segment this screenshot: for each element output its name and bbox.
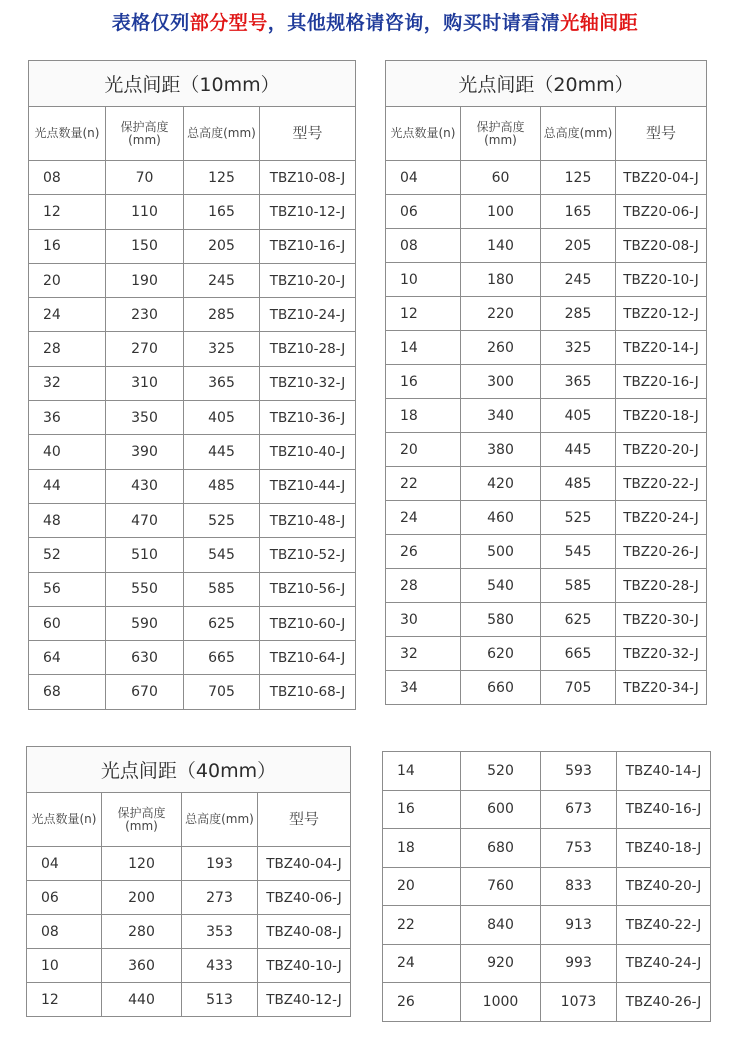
cell-total-height: 365 — [184, 366, 260, 400]
page-headline — [0, 8, 750, 35]
cell-model: TBZ10-12-J — [260, 195, 356, 229]
cell-total-height: 625 — [184, 606, 260, 640]
cell-total-height: 125 — [541, 161, 616, 195]
cell-protect-height: 100 — [461, 195, 541, 229]
cell-model: TBZ40-20-J — [617, 867, 711, 906]
cell-model: TBZ10-08-J — [260, 161, 356, 195]
cell-model: TBZ20-26-J — [616, 535, 707, 569]
cell-count: 32 — [29, 366, 106, 400]
cell-model: TBZ20-24-J — [616, 501, 707, 535]
cell-protect-height: 390 — [106, 435, 184, 469]
table-row — [383, 829, 711, 868]
cell-protect-height: 200 — [102, 881, 182, 915]
table-row — [386, 365, 707, 399]
cell-model: TBZ40-26-J — [617, 983, 711, 1022]
cell-total-height: 993 — [541, 944, 617, 983]
table-row — [27, 915, 351, 949]
cell-total-height: 513 — [182, 983, 258, 1017]
cell-count: 28 — [386, 569, 461, 603]
cell-count: 10 — [386, 263, 461, 297]
cell-model: TBZ10-24-J — [260, 298, 356, 332]
cell-count: 08 — [27, 915, 102, 949]
cell-count: 14 — [386, 331, 461, 365]
table-row — [386, 263, 707, 297]
cell-protect-height: 420 — [461, 467, 541, 501]
cell-count: 34 — [386, 671, 461, 705]
cell-protect-height: 460 — [461, 501, 541, 535]
spec-table-40mm-continued — [382, 751, 711, 1022]
column-header-protect-height: 保护高度(mm) — [102, 793, 182, 847]
cell-total-height: 245 — [184, 263, 260, 297]
cell-count: 30 — [386, 603, 461, 637]
cell-protect-height: 500 — [461, 535, 541, 569]
table-row — [29, 366, 356, 400]
table-row — [386, 467, 707, 501]
cell-protect-height: 430 — [106, 469, 184, 503]
cell-total-height: 193 — [182, 847, 258, 881]
cell-total-height: 165 — [541, 195, 616, 229]
cell-model: TBZ10-60-J — [260, 606, 356, 640]
cell-total-height: 705 — [184, 675, 260, 709]
cell-total-height: 405 — [541, 399, 616, 433]
cell-model: TBZ10-56-J — [260, 572, 356, 606]
column-header-total-height: 总高度(mm) — [541, 107, 616, 161]
table-row — [383, 752, 711, 791]
cell-count: 06 — [27, 881, 102, 915]
table-row — [27, 949, 351, 983]
cell-count: 24 — [29, 298, 106, 332]
cell-count: 04 — [27, 847, 102, 881]
cell-total-height: 165 — [184, 195, 260, 229]
cell-count: 16 — [386, 365, 461, 399]
cell-model: TBZ40-24-J — [617, 944, 711, 983]
headline-part-1: 表格仅列 — [111, 12, 190, 34]
cell-protect-height: 920 — [461, 944, 541, 983]
cell-total-height: 673 — [541, 790, 617, 829]
cell-total-height: 325 — [184, 332, 260, 366]
cell-protect-height: 270 — [106, 332, 184, 366]
cell-protect-height: 180 — [461, 263, 541, 297]
cell-model: TBZ40-18-J — [617, 829, 711, 868]
cell-count: 06 — [386, 195, 461, 229]
cell-model: TBZ20-22-J — [616, 467, 707, 501]
cell-protect-height: 540 — [461, 569, 541, 603]
cell-model: TBZ20-34-J — [616, 671, 707, 705]
cell-model: TBZ10-64-J — [260, 641, 356, 675]
cell-total-height: 545 — [184, 538, 260, 572]
cell-protect-height: 620 — [461, 637, 541, 671]
cell-protect-height: 350 — [106, 401, 184, 435]
table-row — [29, 161, 356, 195]
cell-protect-height: 600 — [461, 790, 541, 829]
cell-count: 04 — [386, 161, 461, 195]
spec-table-10mm — [28, 60, 356, 710]
cell-count: 22 — [383, 906, 461, 945]
cell-count: 40 — [29, 435, 106, 469]
table-row — [29, 332, 356, 366]
cell-total-height: 285 — [184, 298, 260, 332]
headline-part-2: 部分型号 — [189, 12, 268, 34]
table-row — [386, 297, 707, 331]
cell-count: 18 — [383, 829, 461, 868]
cell-count: 12 — [27, 983, 102, 1017]
cell-protect-height: 670 — [106, 675, 184, 709]
cell-count: 60 — [29, 606, 106, 640]
table-row — [383, 983, 711, 1022]
cell-total-height: 1073 — [541, 983, 617, 1022]
cell-model: TBZ10-52-J — [260, 538, 356, 572]
cell-protect-height: 660 — [461, 671, 541, 705]
cell-protect-height: 60 — [461, 161, 541, 195]
cell-total-height: 705 — [541, 671, 616, 705]
table-row — [386, 603, 707, 637]
cell-model: TBZ40-04-J — [258, 847, 351, 881]
table-row — [29, 606, 356, 640]
cell-protect-height: 340 — [461, 399, 541, 433]
cell-model: TBZ40-14-J — [617, 752, 711, 791]
column-header-count: 光点数量(n) — [386, 107, 461, 161]
table-row — [29, 435, 356, 469]
cell-protect-height: 440 — [102, 983, 182, 1017]
cell-protect-height: 230 — [106, 298, 184, 332]
cell-model: TBZ40-12-J — [258, 983, 351, 1017]
table-row — [383, 944, 711, 983]
cell-protect-height: 630 — [106, 641, 184, 675]
cell-protect-height: 260 — [461, 331, 541, 365]
cell-count: 12 — [386, 297, 461, 331]
table-title: 光点间距（20mm） — [386, 61, 707, 107]
table-row — [29, 675, 356, 709]
cell-count: 20 — [383, 867, 461, 906]
cell-total-height: 625 — [541, 603, 616, 637]
table-row — [27, 847, 351, 881]
table-row — [29, 572, 356, 606]
cell-protect-height: 680 — [461, 829, 541, 868]
cell-total-height: 353 — [182, 915, 258, 949]
cell-total-height: 665 — [184, 641, 260, 675]
cell-count: 26 — [383, 983, 461, 1022]
cell-protect-height: 580 — [461, 603, 541, 637]
cell-protect-height: 510 — [106, 538, 184, 572]
cell-count: 32 — [386, 637, 461, 671]
cell-total-height: 285 — [541, 297, 616, 331]
cell-model: TBZ20-32-J — [616, 637, 707, 671]
cell-model: TBZ20-18-J — [616, 399, 707, 433]
cell-count: 64 — [29, 641, 106, 675]
table-row — [386, 331, 707, 365]
cell-model: TBZ40-10-J — [258, 949, 351, 983]
cell-protect-height: 110 — [106, 195, 184, 229]
table-row — [386, 399, 707, 433]
cell-total-height: 585 — [184, 572, 260, 606]
cell-model: TBZ20-20-J — [616, 433, 707, 467]
table-row — [29, 469, 356, 503]
cell-model: TBZ20-10-J — [616, 263, 707, 297]
cell-total-height: 325 — [541, 331, 616, 365]
cell-protect-height: 550 — [106, 572, 184, 606]
table-row — [386, 195, 707, 229]
cell-count: 22 — [386, 467, 461, 501]
cell-count: 24 — [386, 501, 461, 535]
column-header-model: 型号 — [260, 107, 356, 161]
cell-model: TBZ20-06-J — [616, 195, 707, 229]
table-row — [29, 195, 356, 229]
table-row — [29, 298, 356, 332]
headline-part-3: ，其他规格请咨询，购买时请看清 — [267, 12, 561, 34]
cell-total-height: 833 — [541, 867, 617, 906]
cell-model: TBZ10-16-J — [260, 229, 356, 263]
cell-count: 12 — [29, 195, 106, 229]
spec-table-40mm — [26, 746, 351, 1017]
cell-total-height: 525 — [541, 501, 616, 535]
cell-protect-height: 360 — [102, 949, 182, 983]
cell-model: TBZ20-28-J — [616, 569, 707, 603]
table-row — [29, 538, 356, 572]
cell-protect-height: 840 — [461, 906, 541, 945]
cell-count: 56 — [29, 572, 106, 606]
column-header-model: 型号 — [616, 107, 707, 161]
spec-table-20mm — [385, 60, 707, 705]
cell-count: 20 — [29, 263, 106, 297]
cell-model: TBZ10-68-J — [260, 675, 356, 709]
table-title: 光点间距（10mm） — [29, 61, 356, 107]
cell-protect-height: 760 — [461, 867, 541, 906]
cell-count: 36 — [29, 401, 106, 435]
column-header-count: 光点数量(n) — [27, 793, 102, 847]
cell-total-height: 365 — [541, 365, 616, 399]
cell-protect-height: 470 — [106, 503, 184, 537]
cell-total-height: 433 — [182, 949, 258, 983]
cell-protect-height: 590 — [106, 606, 184, 640]
cell-total-height: 525 — [184, 503, 260, 537]
cell-model: TBZ20-16-J — [616, 365, 707, 399]
column-header-protect-height: 保护高度(mm) — [461, 107, 541, 161]
cell-protect-height: 280 — [102, 915, 182, 949]
cell-protect-height: 220 — [461, 297, 541, 331]
table-row — [383, 906, 711, 945]
cell-model: TBZ40-22-J — [617, 906, 711, 945]
cell-count: 24 — [383, 944, 461, 983]
column-header-model: 型号 — [258, 793, 351, 847]
cell-total-height: 205 — [541, 229, 616, 263]
table-row — [386, 229, 707, 263]
cell-model: TBZ20-08-J — [616, 229, 707, 263]
cell-count: 18 — [386, 399, 461, 433]
table-row — [29, 401, 356, 435]
table-row — [386, 671, 707, 705]
table-row — [386, 161, 707, 195]
headline-part-4: 光轴间距 — [560, 12, 639, 34]
cell-count: 48 — [29, 503, 106, 537]
cell-model: TBZ20-14-J — [616, 331, 707, 365]
cell-total-height: 593 — [541, 752, 617, 791]
table-row — [27, 881, 351, 915]
cell-protect-height: 120 — [102, 847, 182, 881]
cell-model: TBZ40-06-J — [258, 881, 351, 915]
table-row — [29, 229, 356, 263]
table-row — [29, 263, 356, 297]
cell-model: TBZ10-44-J — [260, 469, 356, 503]
cell-total-height: 545 — [541, 535, 616, 569]
cell-count: 68 — [29, 675, 106, 709]
cell-total-height: 665 — [541, 637, 616, 671]
cell-model: TBZ20-30-J — [616, 603, 707, 637]
column-header-protect-height: 保护高度(mm) — [106, 107, 184, 161]
cell-protect-height: 190 — [106, 263, 184, 297]
table-row — [383, 867, 711, 906]
cell-count: 10 — [27, 949, 102, 983]
cell-protect-height: 1000 — [461, 983, 541, 1022]
cell-protect-height: 520 — [461, 752, 541, 791]
table-row — [29, 641, 356, 675]
cell-count: 26 — [386, 535, 461, 569]
cell-total-height: 273 — [182, 881, 258, 915]
cell-total-height: 205 — [184, 229, 260, 263]
cell-count: 28 — [29, 332, 106, 366]
table-row — [386, 569, 707, 603]
cell-total-height: 125 — [184, 161, 260, 195]
cell-count: 14 — [383, 752, 461, 791]
cell-total-height: 585 — [541, 569, 616, 603]
cell-model: TBZ10-40-J — [260, 435, 356, 469]
table-row — [27, 983, 351, 1017]
cell-count: 20 — [386, 433, 461, 467]
column-header-total-height: 总高度(mm) — [182, 793, 258, 847]
cell-total-height: 445 — [541, 433, 616, 467]
table-row — [386, 637, 707, 671]
cell-total-height: 485 — [541, 467, 616, 501]
cell-count: 16 — [29, 229, 106, 263]
cell-model: TBZ20-04-J — [616, 161, 707, 195]
table-row — [386, 535, 707, 569]
cell-total-height: 245 — [541, 263, 616, 297]
table-row — [383, 790, 711, 829]
cell-count: 08 — [29, 161, 106, 195]
cell-model: TBZ10-36-J — [260, 401, 356, 435]
cell-protect-height: 140 — [461, 229, 541, 263]
table-row — [29, 503, 356, 537]
cell-count: 44 — [29, 469, 106, 503]
cell-total-height: 445 — [184, 435, 260, 469]
cell-count: 08 — [386, 229, 461, 263]
cell-model: TBZ10-32-J — [260, 366, 356, 400]
cell-model: TBZ40-16-J — [617, 790, 711, 829]
cell-model: TBZ10-20-J — [260, 263, 356, 297]
cell-model: TBZ10-28-J — [260, 332, 356, 366]
cell-total-height: 405 — [184, 401, 260, 435]
cell-protect-height: 70 — [106, 161, 184, 195]
cell-model: TBZ40-08-J — [258, 915, 351, 949]
table-row — [386, 433, 707, 467]
column-header-count: 光点数量(n) — [29, 107, 106, 161]
cell-total-height: 753 — [541, 829, 617, 868]
cell-total-height: 485 — [184, 469, 260, 503]
cell-protect-height: 380 — [461, 433, 541, 467]
column-header-total-height: 总高度(mm) — [184, 107, 260, 161]
cell-count: 52 — [29, 538, 106, 572]
cell-protect-height: 310 — [106, 366, 184, 400]
cell-model: TBZ20-12-J — [616, 297, 707, 331]
cell-protect-height: 150 — [106, 229, 184, 263]
table-title: 光点间距（40mm） — [27, 747, 351, 793]
cell-model: TBZ10-48-J — [260, 503, 356, 537]
cell-protect-height: 300 — [461, 365, 541, 399]
table-row — [386, 501, 707, 535]
cell-count: 16 — [383, 790, 461, 829]
cell-total-height: 913 — [541, 906, 617, 945]
